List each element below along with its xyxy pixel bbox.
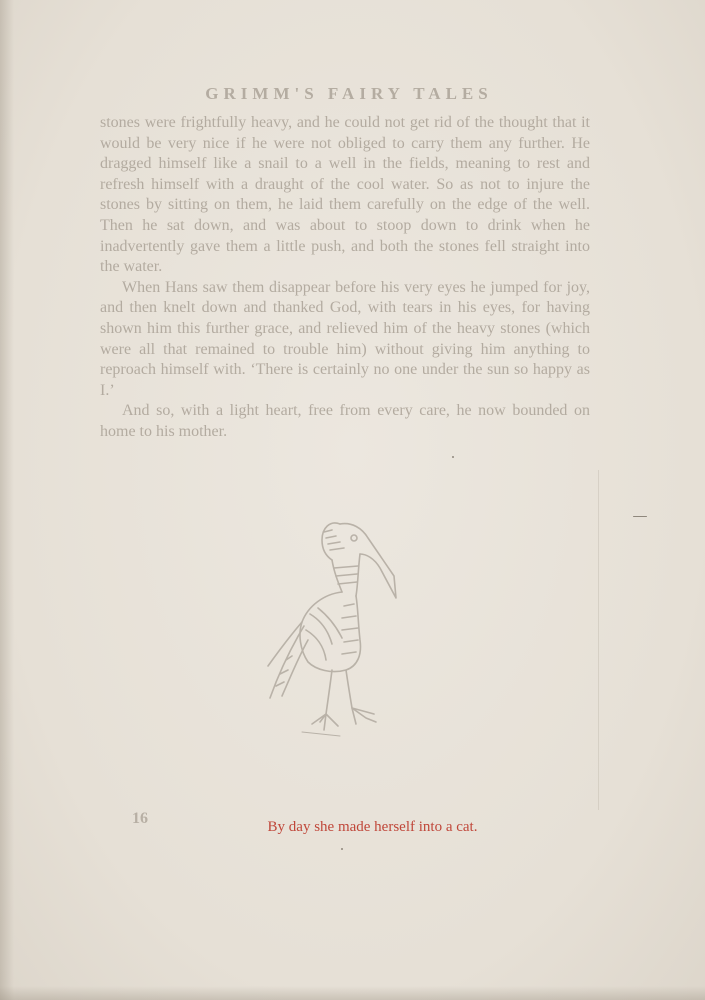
paper-speck	[452, 456, 454, 458]
bottom-edge-shadow	[0, 986, 705, 1000]
spine-shadow	[0, 0, 14, 1000]
running-head: GRIMM'S FAIRY TALES	[205, 84, 493, 103]
paragraph-3: And so, with a light heart, free from every care, he now bounded on home to his mother.	[100, 402, 590, 440]
body-text	[100, 113, 590, 443]
paper-speck	[341, 848, 343, 850]
paper-speck	[633, 516, 647, 517]
paragraph-1: stones were frightfully heavy, and he could not get rid of the thought that it would be very nice if he were not obliged to carry them any further. He dragged himself like a snail to a well in the fields, meaning to rest and refresh himself with a draught of the cool water. So as not to injure the stones by sitting on them, he laid them carefully on the edge of the well. Then he sat down, and was about to stoop down to drink when he inadvertently gave them a little push, and both the stones fell straight into the water.	[100, 114, 590, 276]
bird-illustration	[262, 510, 412, 750]
illustration-caption: By day she made herself into a cat.	[267, 819, 478, 835]
paragraph-2: When Hans saw them disappear before his very eyes he jumped for joy, and then knelt down and thanked God, with tears in his eyes, for having shown him this further grace, and relieved him of the heavy stones (which were all that remained to trouble him) without giving him anything to reproach himself with. ‘There is certainly no one under the sun so happy as I.’	[100, 278, 590, 399]
page-number: 16	[132, 810, 148, 827]
frame-line-right	[598, 470, 599, 810]
